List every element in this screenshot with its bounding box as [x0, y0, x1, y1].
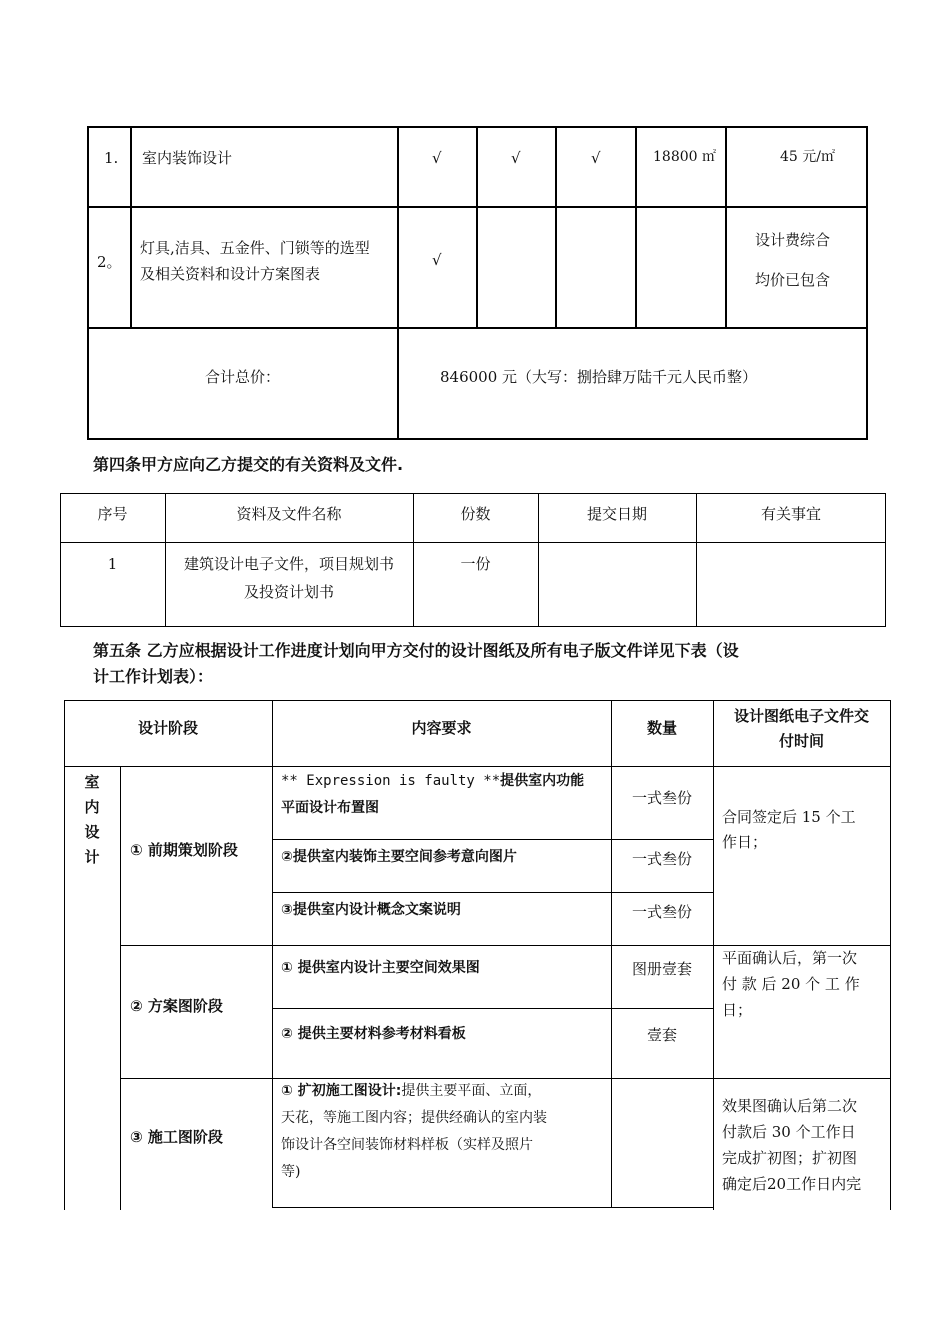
stage-name: ① 前期策划阶段 [130, 841, 238, 859]
delivery-time: 日； [722, 1001, 753, 1019]
row-divider [120, 1078, 891, 1079]
check-mark: √ [432, 251, 442, 269]
row-number: 2。 [97, 253, 122, 271]
delivery-time: 效果图确认后第二次 [722, 1097, 858, 1115]
item-name: 灯具,洁具、五金件、门锁等的选型 [140, 239, 370, 257]
item-quantity: 一式叁份 [631, 903, 692, 921]
row-divider [272, 839, 713, 840]
item-quantity: 一式叁份 [631, 850, 692, 868]
col-divider [272, 700, 273, 1208]
stage-item: ②提供室内装饰主要空间参考意向图片 [281, 849, 517, 865]
header-delivery-time: 设计图纸电子文件交 [733, 707, 869, 725]
delivery-time: 作日； [722, 833, 768, 851]
header-name: 资料及文件名称 [236, 505, 342, 523]
item-quantity: 图册壹套 [631, 960, 692, 978]
check-mark: √ [591, 149, 601, 167]
row-divider [272, 892, 713, 893]
stage-name: ③ 施工图阶段 [130, 1128, 223, 1146]
stage-item-text: 提供主要平面、立面， [401, 1083, 542, 1099]
row-number: 1. [104, 149, 119, 167]
col-divider [890, 700, 891, 1210]
item-name: 及相关资料和设计方案图表 [140, 265, 321, 283]
unit-price: 45 元/㎡ [780, 149, 835, 165]
section-5-title: 第五条 乙方应根据设计工作进度计划向甲方交付的设计图纸及所有电子版文件详见下表（设 [93, 641, 739, 660]
delivery-time: 确定后20工作日内完 [722, 1175, 862, 1193]
delivery-time: 付款后 30 个工作日 [722, 1123, 856, 1141]
col-divider [713, 700, 714, 1210]
stage-item: ③提供室内设计概念文案说明 [281, 902, 461, 918]
row-divider [272, 1207, 713, 1208]
row-divider [272, 1008, 713, 1009]
cell-name: 建筑设计电子文件，项目规划书 [183, 555, 394, 573]
check-mark: √ [511, 149, 521, 167]
stage-item: 天花，等施工图内容；提供经确认的室内装 [281, 1110, 547, 1126]
check-mark: √ [432, 149, 442, 167]
header-delivery-time: 付时间 [778, 732, 824, 750]
section-4-title: 第四条甲方应向乙方提交的有关资料及文件. [93, 455, 404, 474]
item-name: 室内装饰设计 [142, 149, 233, 167]
category-char: 室 [84, 773, 100, 791]
delivery-time: 完成扩初图；扩初图 [722, 1149, 858, 1167]
area-value: 18800 ㎡ [653, 149, 716, 165]
header-quantity: 数量 [646, 719, 677, 737]
col-divider [611, 700, 612, 1208]
header-notes: 有关事宜 [760, 505, 821, 523]
stage-item: 平面设计布置图 [281, 800, 379, 816]
row-divider [64, 766, 891, 767]
stage-name: ② 方案图阶段 [130, 997, 223, 1015]
col-divider [555, 126, 557, 328]
col-divider [130, 126, 132, 328]
category-char: 计 [84, 848, 100, 866]
stage-item: ② 提供主要材料参考材料看板 [281, 1026, 466, 1042]
delivery-time: 合同签定后 15 个工 [722, 808, 856, 826]
stage-item: 等) [281, 1164, 301, 1180]
cell-no: 1 [107, 555, 118, 573]
item-quantity: 壹套 [646, 1026, 677, 1044]
total-label: 合计总价： [205, 368, 281, 386]
header-content: 内容要求 [411, 719, 472, 737]
col-divider [120, 766, 121, 1210]
section-5-title: 计工作计划表）： [93, 667, 214, 686]
col-divider [476, 126, 478, 328]
total-value: 846000 元（大写：捌拾肆万陆千元人民币整） [440, 368, 758, 386]
item-quantity: 一式叁份 [631, 789, 692, 807]
row-divider [64, 700, 891, 701]
header-copies: 份数 [460, 505, 491, 523]
stage-item-bold: ① 扩初施工图设计: [281, 1083, 402, 1099]
header-date: 提交日期 [586, 505, 647, 523]
cell-copies: 一份 [460, 555, 491, 573]
category-char: 内 [84, 798, 100, 816]
price-note: 均价已包含 [755, 271, 831, 289]
delivery-time: 付 款 后 20 个 工 作 [722, 975, 860, 993]
header-no: 序号 [97, 505, 128, 523]
stage-item: ① 提供室内设计主要空间效果图 [281, 960, 480, 976]
cell-name: 及投资计划书 [243, 583, 334, 601]
stage-item: 饰设计各空间装饰材料样板（实样及照片 [281, 1137, 533, 1153]
col-divider [397, 126, 399, 440]
price-note: 设计费综合 [755, 231, 831, 249]
col-divider [725, 126, 727, 328]
col-divider [635, 126, 637, 328]
stage-item-text: 提供室内功能 [500, 773, 585, 789]
stage-item-error: ** Expression is faulty ** [281, 773, 501, 789]
stage-item [281, 770, 584, 793]
delivery-time: 平面确认后，第一次 [722, 949, 858, 967]
category-char: 设 [84, 823, 100, 841]
stage-item [281, 1080, 541, 1103]
header-stage: 设计阶段 [137, 719, 198, 737]
row-divider [60, 542, 886, 543]
